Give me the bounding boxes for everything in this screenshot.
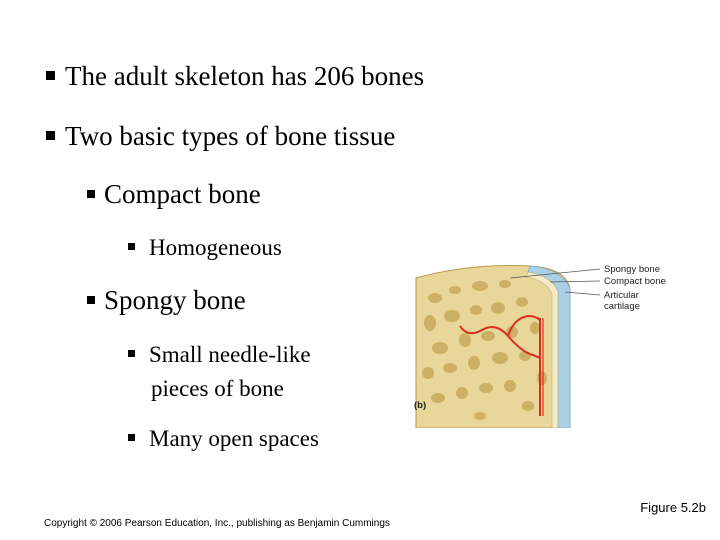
bullet-text: Spongy bone [104,285,246,315]
bullet-needle-like-continuation [151,376,284,402]
figure-label-spongy-bone: Spongy bone [604,264,660,275]
bullet-text: Compact bone [104,179,261,209]
figure-panel-label: (b) [414,400,427,411]
bullet-needle-like [128,342,311,368]
bullet-marker [46,131,55,140]
bullet-marker [46,71,55,80]
figure-label-cartilage: cartilage [604,301,640,312]
copyright-notice: Copyright © 2006 Pearson Education, Inc., publishing as Benjamin Cummings [44,518,390,529]
bullet-marker [128,350,135,357]
bullet-marker [87,190,95,198]
bullet-text: The adult skeleton has 206 bones [65,61,425,91]
bullet-text: Two basic types of bone tissue [65,121,396,151]
bullet-text: Small needle-like [149,342,311,367]
figure-label-articular: Articular [604,290,639,301]
bullet-homogeneous [128,235,282,261]
bullet-marker [128,243,135,250]
bullet-marker [128,434,135,441]
bullet-bone-tissue-types [46,121,395,152]
bullet-text: Homogeneous [149,235,282,260]
bone-figure [410,258,710,428]
bullet-text: Many open spaces [149,426,319,451]
bullet-marker [87,296,95,304]
figure-label-compact-bone: Compact bone [604,276,666,287]
bullet-compact-bone [87,179,261,210]
bullet-text: pieces of bone [151,376,284,401]
bullet-spongy-bone [87,285,246,316]
bullet-open-spaces [128,426,319,452]
figure-caption: Figure 5.2b [640,500,706,515]
bullet-adult-skeleton [46,61,424,92]
